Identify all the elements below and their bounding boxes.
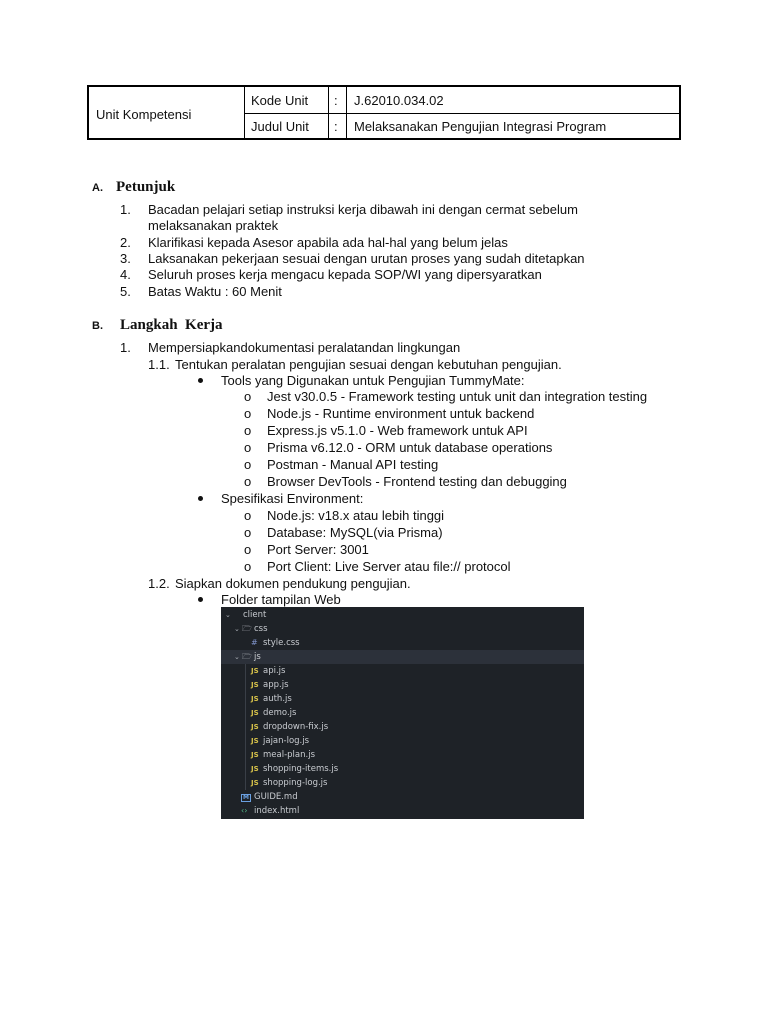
kode-unit-separator: : <box>334 93 338 108</box>
bullet-icon <box>198 496 203 501</box>
list-marker: o <box>244 474 252 489</box>
env-item: Port Server: 3001 <box>267 542 369 557</box>
file-name: demo.js <box>263 708 297 718</box>
section-b-letter: B. <box>92 320 103 332</box>
instruction-text: Laksanakan pekerjaan sesuai dengan urutan proses yang sudah ditetapkan <box>148 251 585 266</box>
step-text: Mempersiapkandokumentasi peralatandan lingkungan <box>148 340 461 355</box>
judul-unit-value: Melaksanakan Pengujian Integrasi Program <box>354 119 607 134</box>
explorer-row-js-file <box>221 664 584 678</box>
file-name: dropdown-fix.js <box>263 722 329 732</box>
section-a-letter: A. <box>92 182 103 194</box>
file-name: style.css <box>263 638 300 648</box>
explorer-row-js-file <box>221 692 584 706</box>
js-file-icon: JS <box>251 695 259 703</box>
js-file-icon: JS <box>251 737 259 745</box>
file-name: api.js <box>263 666 286 676</box>
js-file-icon: JS <box>251 779 259 787</box>
section-b-title: Langkah Kerja <box>120 317 223 333</box>
explorer-row-js-file <box>221 678 584 692</box>
section-a-title: Petunjuk <box>116 179 176 195</box>
explorer-row-js-file <box>221 762 584 776</box>
html-file-icon: ‹› <box>241 806 248 815</box>
env-item: Node.js: v18.x atau lebih tinggi <box>267 508 445 523</box>
chevron-down-icon: ⌄ <box>225 611 231 619</box>
folder-open-icon: 🗁 <box>242 624 252 633</box>
js-file-icon: JS <box>251 667 259 675</box>
js-file-icon: JS <box>251 751 259 759</box>
list-marker: o <box>244 559 252 574</box>
explorer-row-index-html <box>221 804 584 818</box>
instruction-number: 1. <box>120 202 131 217</box>
env-item: Database: MySQL(via Prisma) <box>267 525 443 540</box>
tool-item: Node.js - Runtime environment untuk backend <box>267 406 535 421</box>
kode-unit-value: J.62010.034.02 <box>354 93 444 108</box>
explorer-row-guide-md <box>221 790 584 804</box>
markdown-file-icon: M <box>243 794 249 801</box>
list-marker: o <box>244 457 252 472</box>
js-file-icon: JS <box>251 723 259 731</box>
folder-name: client <box>243 610 267 620</box>
file-name: app.js <box>263 680 289 690</box>
folder-bullet-text: Folder tampilan Web <box>221 592 341 607</box>
instruction-text: Bacadan pelajari setiap instruksi kerja dibawah ini dengan cermat sebelum <box>148 202 578 217</box>
explorer-row-js <box>221 650 584 664</box>
explorer-row-js-file <box>221 720 584 734</box>
js-file-icon: JS <box>251 765 259 773</box>
substep-number: 1.2. <box>148 576 170 591</box>
tool-item: Express.js v5.1.0 - Web framework untuk API <box>267 423 528 438</box>
file-name: auth.js <box>263 694 292 704</box>
list-marker: o <box>244 406 252 421</box>
list-marker: o <box>244 440 252 455</box>
step-number: 1. <box>120 340 131 355</box>
file-explorer-screenshot <box>221 607 584 819</box>
file-name: GUIDE.md <box>254 792 298 802</box>
kode-unit-label: Kode Unit <box>251 93 309 108</box>
file-name: jajan-log.js <box>263 736 310 746</box>
explorer-row-client <box>221 608 584 622</box>
file-name: shopping-log.js <box>263 778 328 788</box>
explorer-row-js-file <box>221 706 584 720</box>
instruction-text: Klarifikasi kepada Asesor apabila ada hal-hal yang belum jelas <box>148 235 508 250</box>
tool-item: Jest v30.0.5 - Framework testing untuk unit dan integration testing <box>267 389 648 404</box>
js-file-icon: JS <box>251 681 259 689</box>
js-file-icon: JS <box>251 709 259 717</box>
list-marker: o <box>244 542 252 557</box>
substep-text: Tentukan peralatan pengujian sesuai dengan kebutuhan pengujian. <box>175 357 562 372</box>
bullet-icon <box>198 378 203 383</box>
bullet-icon <box>198 597 203 602</box>
chevron-down-icon: ⌄ <box>234 653 240 661</box>
file-name: meal-plan.js <box>263 750 315 760</box>
instruction-number: 5. <box>120 284 131 299</box>
folder-open-icon: 🗁 <box>242 652 252 661</box>
explorer-row-js-file <box>221 748 584 762</box>
file-name: index.html <box>254 806 300 816</box>
list-marker: o <box>244 389 252 404</box>
instruction-text: Batas Waktu : 60 Menit <box>148 284 282 299</box>
tool-item: Prisma v6.12.0 - ORM untuk database operations <box>267 440 553 455</box>
folder-name: js <box>254 652 261 662</box>
unit-kompetensi-label: Unit Kompetensi <box>96 107 192 122</box>
explorer-row-js-file <box>221 734 584 748</box>
instruction-number: 2. <box>120 235 131 250</box>
list-marker: o <box>244 508 252 523</box>
explorer-row-style-css <box>221 636 584 650</box>
tools-heading: Tools yang Digunakan untuk Pengujian TummyMate: <box>221 373 525 388</box>
tool-item: Browser DevTools - Frontend testing dan debugging <box>267 474 567 489</box>
table-row-divider <box>244 113 679 114</box>
file-name: shopping-items.js <box>263 764 339 774</box>
list-marker: o <box>244 525 252 540</box>
instruction-text: Seluruh proses kerja mengacu kepada SOP/WI yang dipersyaratkan <box>148 267 542 282</box>
substep-number: 1.1. <box>148 357 170 372</box>
css-file-icon: # <box>251 638 258 647</box>
substep-text: Siapkan dokumen pendukung pengujian. <box>175 576 411 591</box>
list-marker: o <box>244 423 252 438</box>
folder-name: css <box>254 624 268 634</box>
explorer-row-js-file <box>221 776 584 790</box>
explorer-row-css <box>221 622 584 636</box>
unit-kompetensi-table <box>87 85 681 140</box>
instruction-text: melaksanakan praktek <box>148 218 279 233</box>
env-item: Port Client: Live Server atau file:// protocol <box>267 559 511 574</box>
tool-item: Postman - Manual API testing <box>267 457 439 472</box>
instruction-number: 3. <box>120 251 131 266</box>
env-heading: Spesifikasi Environment: <box>221 491 364 506</box>
chevron-down-icon: ⌄ <box>234 625 240 633</box>
instruction-number: 4. <box>120 267 131 282</box>
judul-unit-separator: : <box>334 119 338 134</box>
judul-unit-label: Judul Unit <box>251 119 309 134</box>
